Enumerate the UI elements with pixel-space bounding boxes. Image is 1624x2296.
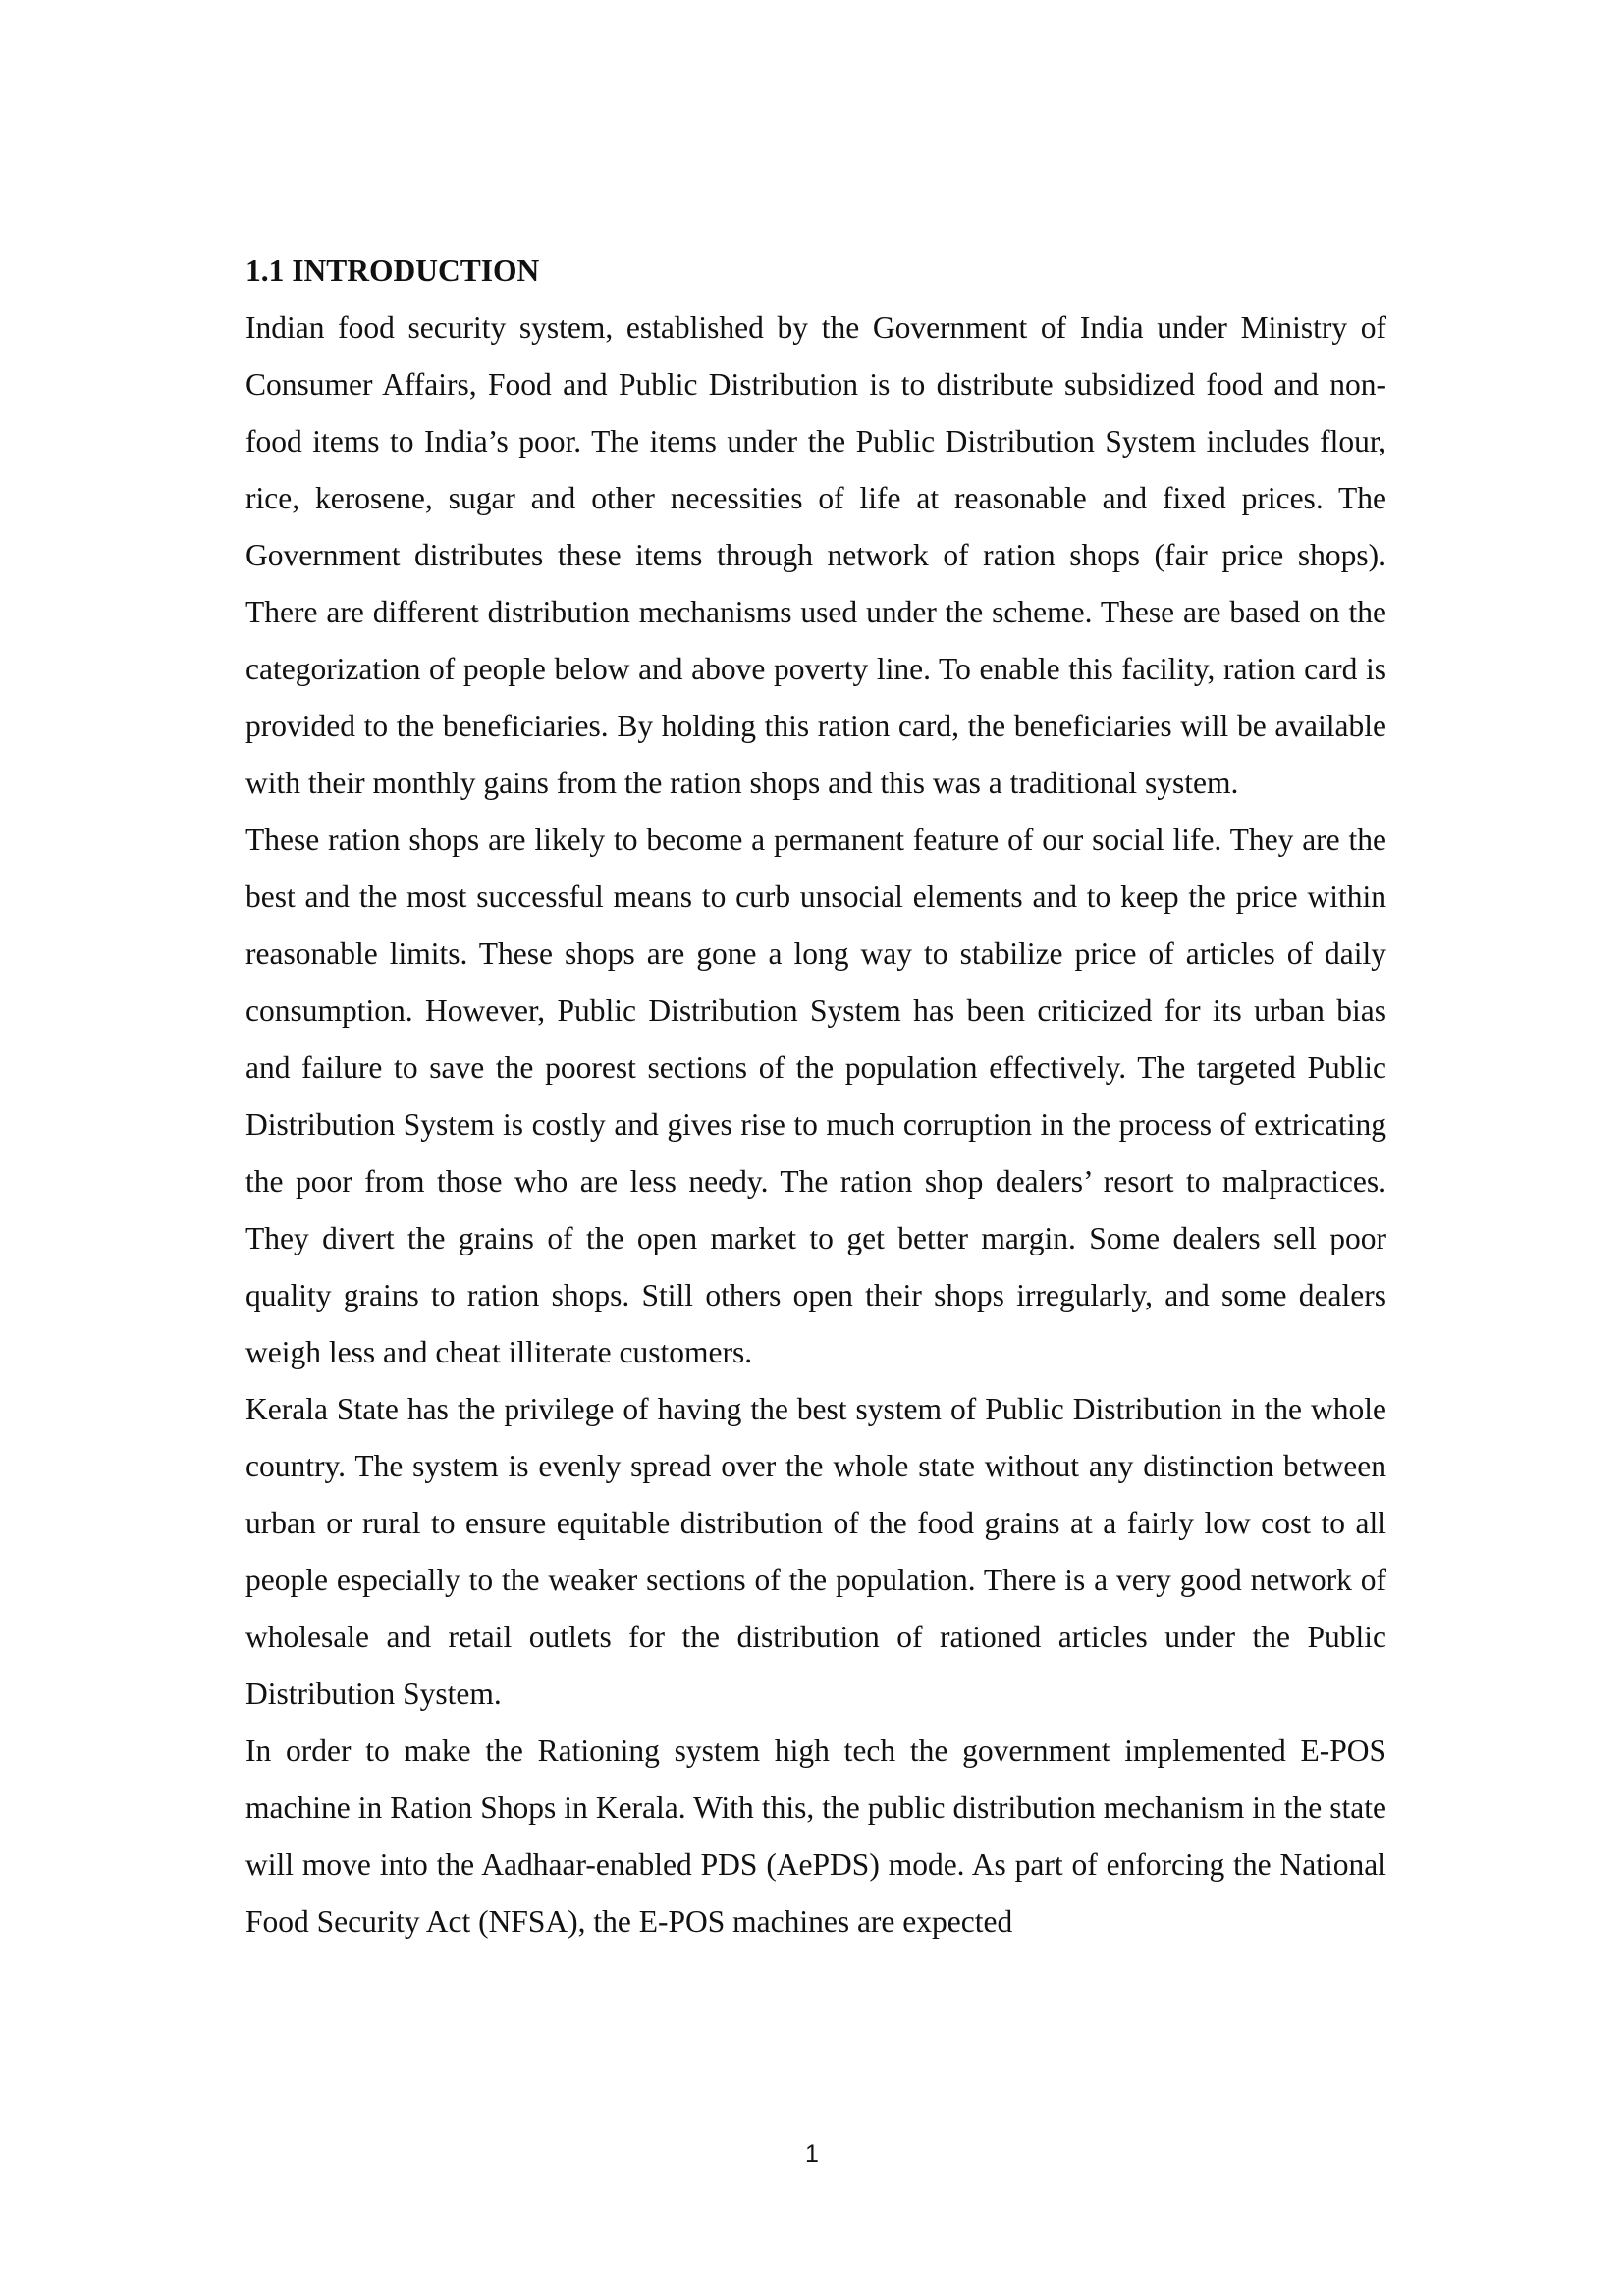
paragraph-kerala: Kerala State has the privilege of having the best system of Public Distribution in the whole country. The system is evenly spread over the whole state without any distinction between urban or rural to ensure equitable distribution of the food grains at a fairly low cost to all people especially to the weaker sections of the population. There is a very good network of wholesale and retail outlets for the distribution of rationed articles under the Public Distribution System. bbox=[245, 1392, 1386, 1711]
paragraph-intro: Indian food security system, established by the Government of India under Ministry of Consumer Affairs, Food and Public Distribution is to distribute subsidized food and non-food items to India’s poor. The items under the Public Distribution System includes flour, rice, kerosene, sugar and other necessities of life at reasonable and fixed prices. The Government distributes these items through network of ration shops (fair price shops). There are different distribution mechanisms used under the scheme. These are based on the categorization of people below and above poverty line. To enable this facility, ration card is provided to the beneficiaries. By holding this ration card, the beneficiaries will be available with their monthly gains from the ration shops and this was a traditional system. bbox=[245, 310, 1386, 800]
section-heading: 1.1 INTRODUCTION bbox=[245, 253, 540, 288]
page-body bbox=[245, 242, 1386, 1950]
page-number: 1 bbox=[805, 2140, 819, 2167]
paragraph-epos: In order to make the Rationing system high tech the government implemented E-POS machine in Ration Shops in Kerala. With this, the public distribution mechanism in the state will move into the Aadhaar-enabled PDS (AePDS) mode. As part of enforcing the National Food Security Act (NFSA), the E-POS machines are expected bbox=[245, 1734, 1386, 1939]
paragraph-ration-shops: These ration shops are likely to become a permanent feature of our social life. They are the best and the most successful means to curb unsocial elements and to keep the price within reasonable limits. These shops are gone a long way to stabilize price of articles of daily consumption. However, Public Distribution System has been criticized for its urban bias and failure to save the poorest sections of the population effectively. The targeted Public Distribution System is costly and gives rise to much corruption in the process of extricating the poor from those who are less needy. The ration shop dealers’ resort to malpractices. They divert the grains of the open market to get better margin. Some dealers sell poor quality grains to ration shops. Still others open their shops irregularly, and some dealers weigh less and cheat illiterate customers. bbox=[245, 823, 1386, 1369]
